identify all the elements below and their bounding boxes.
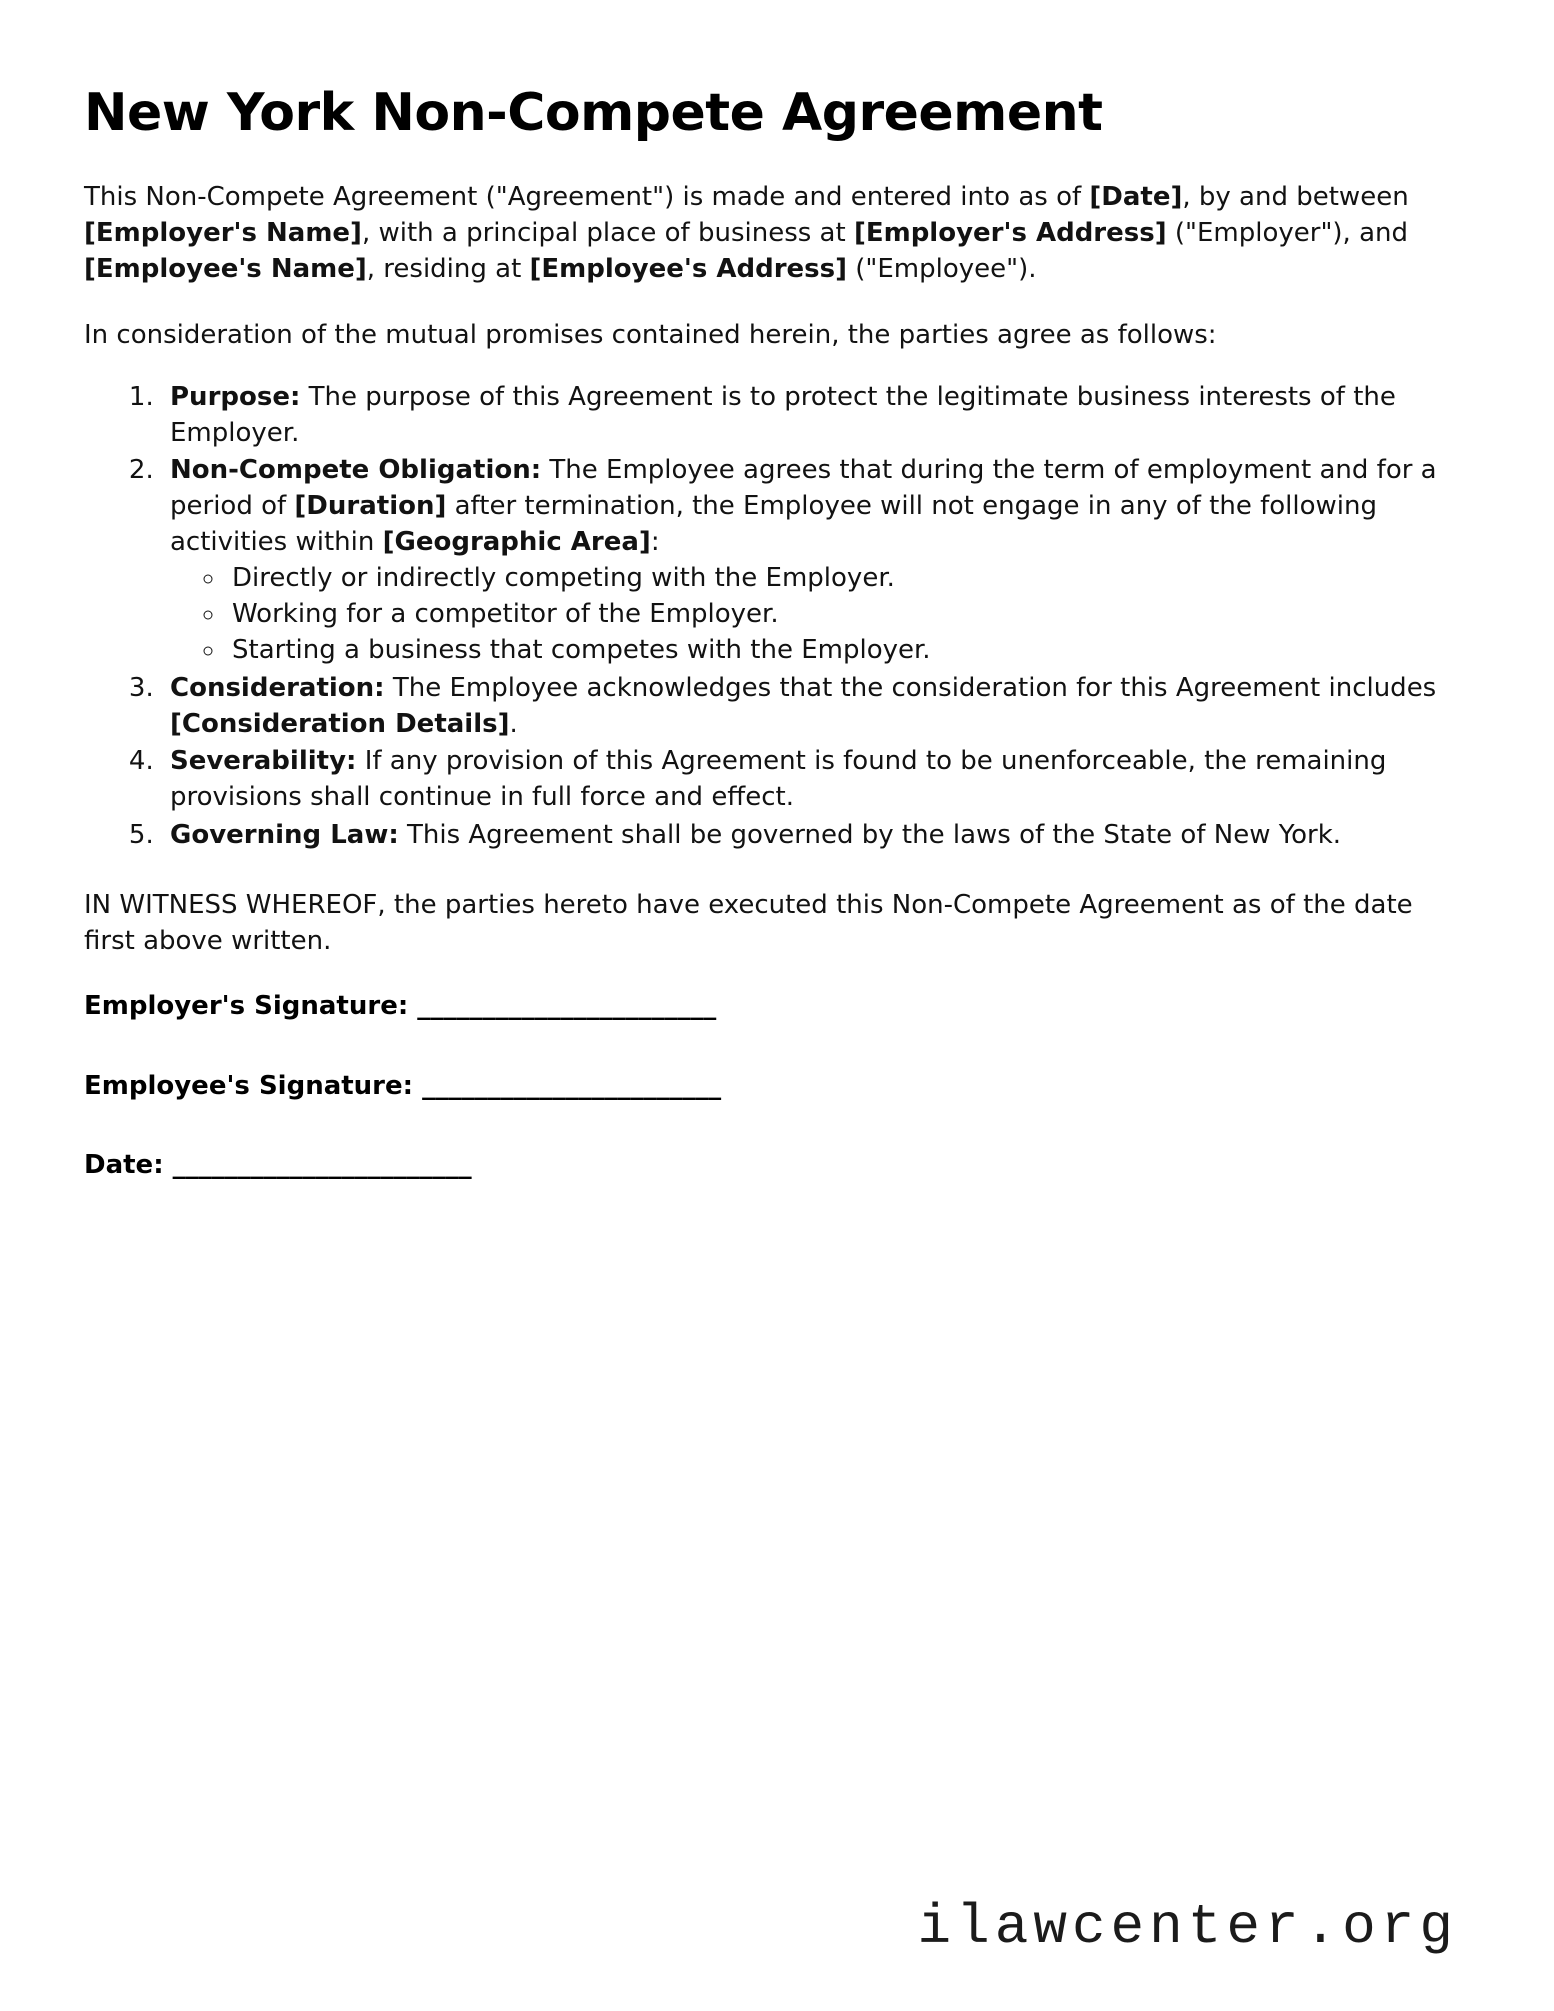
employer-signature-line <box>84 990 1458 1024</box>
employer-signature-rule[interactable]: _______________________ <box>417 990 717 1021</box>
footer-watermark: ilawcenter.org <box>917 1895 1458 1959</box>
clause-item-purpose <box>162 380 1458 452</box>
intro-segment-6: ("Employee"). <box>847 253 1037 284</box>
page-title: New York Non-Compete Agreement <box>84 83 1103 143</box>
employee-signature-label: Employee's Signature: <box>84 1070 423 1101</box>
clause-heading: Severability: <box>170 746 357 777</box>
intro-segment-3: , with a principal place of business at <box>361 218 854 249</box>
clause-body: The purpose of this Agreement is to protect the legitimate business interests of the Employer. <box>170 381 1396 448</box>
intro-segment-5: , residing at <box>366 253 530 284</box>
date-rule[interactable]: _______________________ <box>172 1150 472 1181</box>
placeholder-employer-address: [Employer's Address] <box>853 218 1167 249</box>
placeholder-geographic-area: [Geographic Area] <box>382 527 651 558</box>
clause-item-governing-law <box>162 818 1458 854</box>
clause-heading: Non-Compete Obligation: <box>170 455 542 486</box>
clause-body-part-b: after termination, the Employee will not engage in any of the following activities within <box>170 491 1377 558</box>
list-item: ◦ Working for a competitor of the Employer. <box>226 597 1458 633</box>
employee-signature-line <box>84 1070 1458 1104</box>
clause-body-part-b: . <box>509 708 518 739</box>
intro-segment-1: This Non-Compete Agreement ("Agreement") is made and entered into as of <box>84 182 1090 213</box>
employee-signature-rule[interactable]: _______________________ <box>422 1070 722 1101</box>
clause-body: If any provision of this Agreement is found to be unenforceable, the remaining provisions shall continue in full force and effect. <box>170 746 1387 813</box>
intro-paragraph <box>84 180 1458 288</box>
placeholder-consideration-details: [Consideration Details] <box>170 708 510 739</box>
placeholder-employer-name: [Employer's Name] <box>84 218 362 249</box>
witness-paragraph: IN WITNESS WHEREOF, the parties hereto have executed this Non-Compete Agreement as of the date first above written. <box>84 890 1413 956</box>
clause-item-severability <box>162 744 1458 816</box>
consideration-lead-paragraph: In consideration of the mutual promises contained herein, the parties agree as follows: <box>84 319 1217 350</box>
intro-segment-2: , by and between <box>1182 182 1409 213</box>
intro-segment-4: ("Employer"), and <box>1166 218 1408 249</box>
clause-body-part-a: The Employee acknowledges that the consideration for this Agreement includes <box>384 672 1437 703</box>
clause-heading: Governing Law: <box>170 820 399 851</box>
clause-item-consideration <box>162 671 1458 743</box>
date-signature-line <box>84 1149 1458 1183</box>
clause-item-non-compete-obligation <box>162 453 1458 668</box>
employer-signature-label: Employer's Signature: <box>84 990 418 1021</box>
placeholder-employee-address: [Employee's Address] <box>529 253 847 284</box>
placeholder-duration: [Duration] <box>294 491 447 522</box>
clause-body-part-c: : <box>650 527 660 558</box>
list-item: ◦ Directly or indirectly competing with the Employer. <box>226 561 1458 597</box>
clause-body-part-a: The Employee agrees that during the term of employment and for a period of <box>170 455 1437 522</box>
clause-heading: Purpose: <box>170 381 301 412</box>
clause-body: This Agreement shall be governed by the laws of the State of New York. <box>398 820 1342 851</box>
clauses-list <box>84 380 1458 854</box>
clause-heading: Consideration: <box>170 672 385 703</box>
placeholder-date: [Date] <box>1089 182 1183 213</box>
date-label: Date: <box>84 1150 173 1181</box>
prohibited-activities-list <box>170 561 1458 669</box>
list-item: ◦ Starting a business that competes with the Employer. <box>226 633 1458 669</box>
placeholder-employee-name: [Employee's Name] <box>84 253 367 284</box>
signature-block <box>84 990 1458 1183</box>
